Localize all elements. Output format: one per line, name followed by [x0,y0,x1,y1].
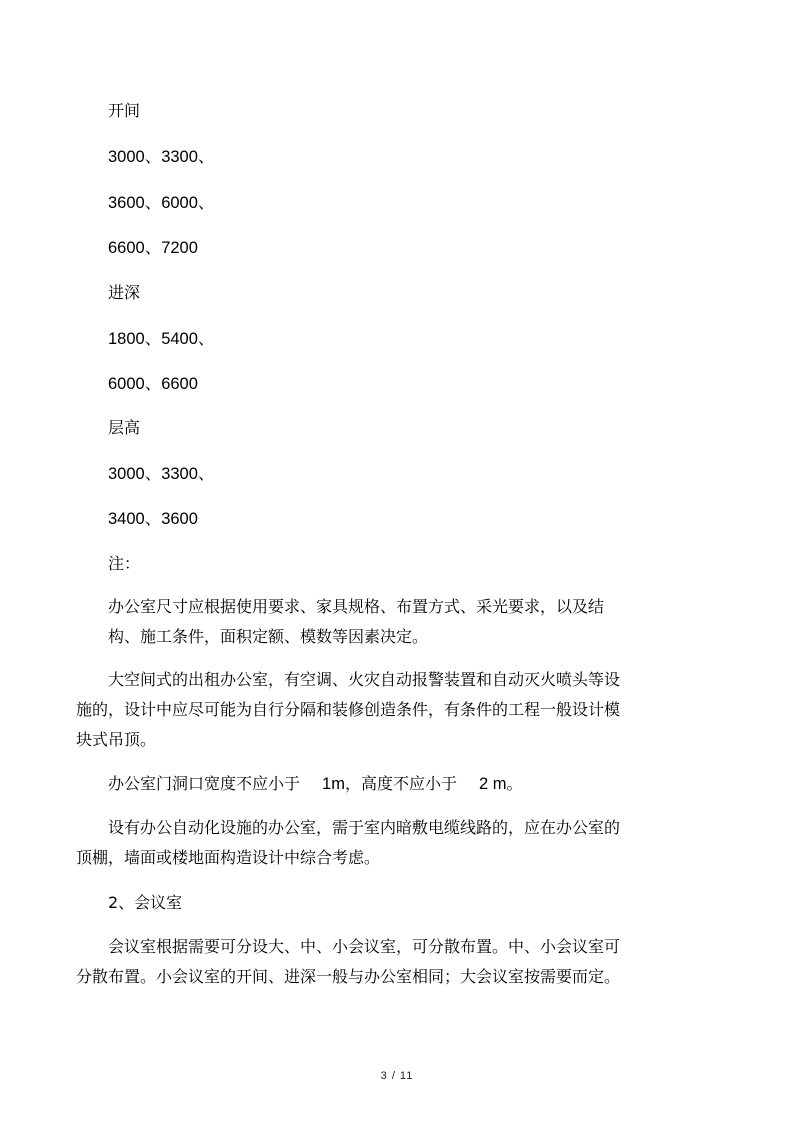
paragraph-1-line-1: 办公室尺寸应根据使用要求、家具规格、布置方式、采光要求，以及结 [108,597,605,616]
paragraph-4-line-2: 顶棚，墙面或楼地面构造设计中综合考虑。 [76,848,381,867]
paragraph-2-line-3: 块式吊顶。 [76,730,157,749]
door-width-value: 1m [322,775,345,793]
page-number: 3 / 11 [380,1070,414,1082]
paragraph-3 [108,773,522,795]
depth-label: 进深 [108,283,141,302]
floor-height-values-line-1: 3000、3300、 [108,465,215,483]
bay-values-line-1: 3000、3300、 [108,148,215,166]
door-width-text: 办公室门洞口宽度不应小于 [108,774,301,793]
floor-height-label: 层高 [108,418,141,437]
door-height-text: ，高度不应小于 [344,774,457,793]
paragraph-2-line-2: 施的，设计中应尽可能为自行分隔和装修创造条件，有条件的工程一般设计模 [76,700,621,719]
door-sentence-end: 。 [506,774,523,793]
floor-height-values-line-2: 3400、3600 [108,510,198,528]
section-heading-meeting-room: 2、会议室 [108,893,183,912]
bay-values-line-3: 6600、7200 [108,239,198,257]
note-label: 注： [108,554,141,573]
depth-values-line-2: 6000、6600 [108,375,198,393]
paragraph-5-line-2: 分散布置。小会议室的开间、进深一般与办公室相同；大会议室按需要而定。 [76,967,621,986]
paragraph-5-line-1: 会议室根据需要可分设大、中、小会议室，可分散布置。中、小会议室可 [108,937,621,956]
paragraph-2-line-1: 大空间式的出租办公室，有空调、火灾自动报警装置和自动灭火喷头等设 [108,670,621,689]
paragraph-4-line-1: 设有办公自动化设施的办公室，需于室内暗敷电缆线路的，应在办公室的 [108,818,621,837]
depth-values-line-1: 1800、5400、 [108,330,215,348]
door-height-value: 2 m [478,775,507,793]
paragraph-1-line-2: 构、施工条件，面积定额、模数等因素决定。 [108,627,429,646]
bay-label: 开间 [108,101,141,120]
bay-values-line-2: 3600、6000、 [108,194,215,212]
